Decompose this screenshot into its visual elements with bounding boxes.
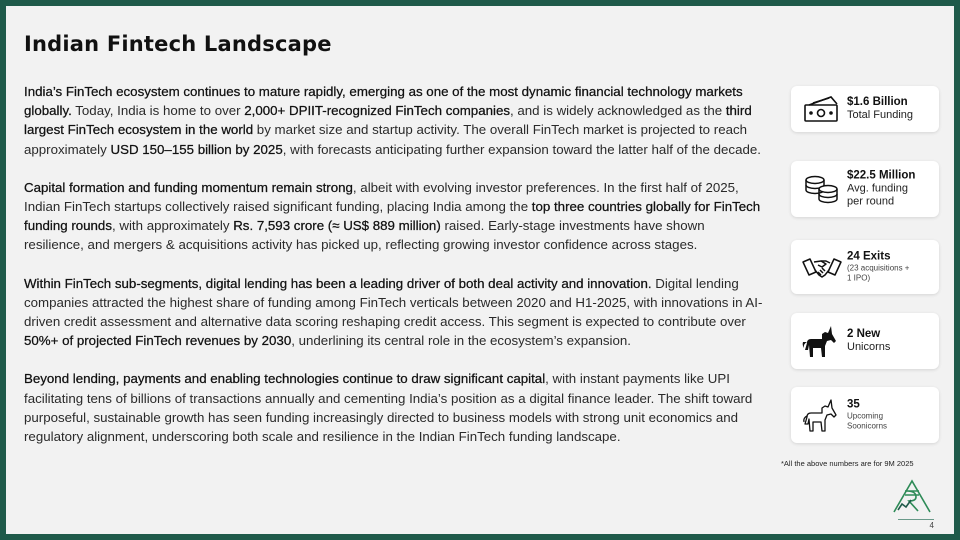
paragraph — [24, 369, 764, 446]
stat-card-soonicorns — [791, 387, 939, 443]
body-text-run: Today, India is home to over — [71, 103, 245, 119]
stat-value: 35 — [847, 398, 860, 411]
stat-value: 2 New — [847, 328, 881, 340]
emphasis-text: USD 150–155 billion by 2025 — [110, 141, 283, 157]
money-icon — [801, 92, 843, 126]
stat-card-total-funding — [791, 86, 939, 132]
emphasis-text: Capital formation and funding momentum remain strong — [24, 179, 353, 195]
stat-card-avg-funding — [791, 161, 939, 217]
stat-card-unicorns — [791, 313, 939, 369]
rupee-logo-icon — [890, 478, 934, 514]
page-number: 4 — [898, 519, 934, 530]
stat-card-exits — [791, 240, 939, 294]
stat-value: $1.6 Billion — [847, 96, 908, 108]
body-text-run: , with approximately — [111, 218, 234, 234]
stat-sublabel: 1 IPO) — [847, 273, 871, 283]
stat-label: Total Funding — [847, 109, 914, 121]
body-text-run: , with instant payments like UPI facilitating tens of billions of transactions annually and cementing India’s position as a digital finance leader. The shift toward purposeful, sustainable growth has seen funding increasingly directed to business models with strong unit economics and regulatory alignment, underscoring both scale and resilience in the Indian FinTech funding landscape. — [24, 371, 753, 445]
emphasis-text: Within FinTech sub-segments, digital lending has been a leading driver of both deal activity and innovation. — [24, 275, 652, 291]
body-text — [24, 82, 764, 465]
paragraph — [24, 178, 764, 255]
stat-sublabel: (23 acquisitions + — [847, 263, 910, 273]
stat-label: Unicorns — [847, 341, 891, 353]
soonicorn-icon — [801, 398, 843, 432]
handshake-icon — [801, 250, 843, 284]
emphasis-text: Beyond lending, payments and enabling technologies continue to draw significant capital — [24, 371, 546, 387]
body-text-run: , underlining its central role in the ecosystem’s expansion. — [291, 333, 631, 349]
body-text-run: raised. Early-stage investments have shown resilience, and mergers & acquisitions activity has picked up, reflecting growing investor confidence across stages. — [24, 218, 705, 253]
body-text-run: Digital lending companies attracted the highest share of funding among FinTech verticals between 2020 and H1-2025, with innovations in AI-driven credit assessment and alternative data scoring reshaping credit access. This segment is expected to contribute over — [24, 275, 763, 330]
emphasis-text: 2,000+ DPIIT-recognized FinTech companies — [244, 103, 510, 119]
emphasis-text: Rs. 7,593 crore (≈ US$ 889 million) — [233, 218, 441, 234]
stat-label: per round — [847, 195, 895, 208]
stat-sublabel: Upcoming — [847, 411, 884, 421]
paragraph — [24, 274, 764, 351]
body-text-run: , albeit with evolving investor preferences. In the first half of 2025, Indian FinTech startups collectively raised significant funding, placing India among the — [24, 179, 739, 215]
coins-icon — [801, 172, 843, 206]
emphasis-text: top three countries globally for FinTech funding rounds — [24, 199, 761, 234]
stat-label: Avg. funding — [847, 182, 908, 195]
body-text-run: by market size and startup activity. The overall FinTech market is projected to reach approximately — [24, 122, 748, 157]
stat-value: $22.5 Million — [847, 169, 916, 182]
footnote: *All the above numbers are for 9M 2025 — [781, 459, 914, 468]
slide — [6, 6, 954, 534]
body-text-run: , and is widely acknowledged as the — [510, 103, 726, 119]
body-text-run: , with forecasts anticipating further expansion toward the latter half of the decade. — [282, 141, 761, 157]
stat-sublabel: Soonicorns — [847, 421, 888, 431]
emphasis-text: third largest FinTech ecosystem in the world — [24, 103, 752, 138]
emphasis-text: 50%+ of projected FinTech revenues by 2030 — [24, 333, 292, 349]
paragraph — [24, 82, 764, 159]
stat-value: 24 Exits — [847, 250, 891, 263]
page-title: Indian Fintech Landscape — [24, 32, 332, 56]
emphasis-text: India’s FinTech ecosystem continues to mature rapidly, emerging as one of the most dynamic financial technology markets globally. — [24, 84, 743, 119]
unicorn-icon — [801, 324, 843, 358]
